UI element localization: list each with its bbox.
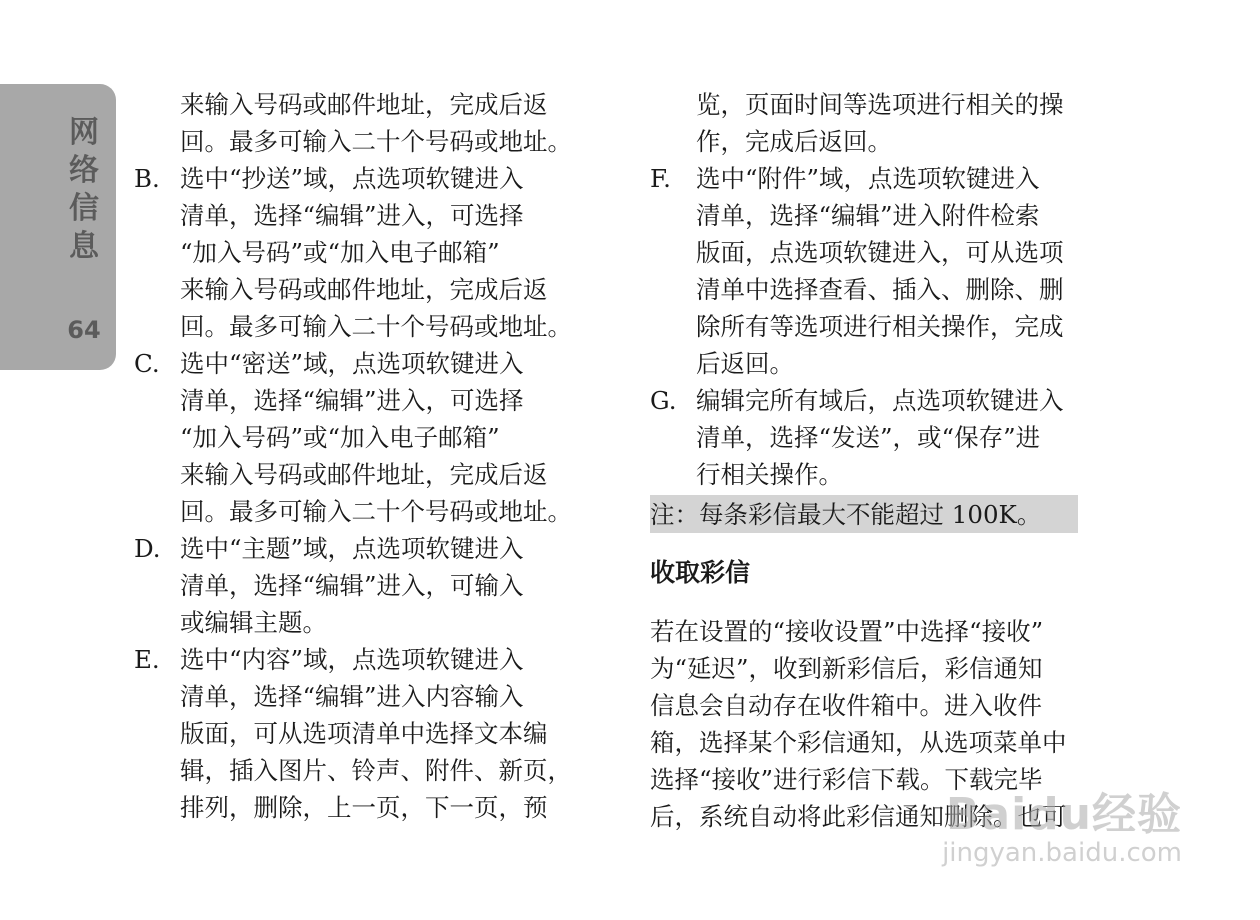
item-line: 版面，可从选项清单中选择文本编	[180, 719, 548, 748]
item-line: “加入号码”或“加入电子邮箱”	[180, 423, 500, 452]
list-item-c	[134, 345, 612, 530]
item-line: “加入号码”或“加入电子邮箱”	[180, 238, 500, 267]
item-line: 清单，选择“编辑”进入附件检索	[696, 201, 1040, 230]
section-title-char: 网	[69, 115, 99, 150]
section-title-char: 信	[69, 191, 99, 226]
item-line: 选中“附件”域，点选项软键进入	[696, 164, 1040, 193]
item-marker: G.	[650, 386, 677, 415]
item-line: 版面，点选项软键进入，可从选项	[696, 238, 1064, 267]
list-item-d	[134, 530, 612, 641]
paragraph-line: 为“延迟”，收到新彩信后，彩信通知	[650, 654, 1043, 683]
paragraph-line: 选择“接收”进行彩信下载。下载完毕	[650, 765, 1043, 794]
paragraph-line: 若在设置的“接收设置”中选择“接收”	[650, 617, 1044, 646]
item-line: 清单，选择“编辑”进入，可输入	[180, 571, 524, 600]
continuation-line: 览，页面时间等选项进行相关的操	[696, 90, 1064, 119]
list-item-g	[650, 382, 1128, 493]
item-line: 后返回。	[696, 349, 794, 378]
paragraph-line: 信息会自动存在收件箱中。进入收件	[650, 691, 1042, 720]
item-marker: E.	[134, 645, 160, 674]
item-line: 辑，插入图片、铃声、附件、新页，	[180, 756, 572, 785]
note-box: 注：每条彩信最大不能超过 100K。	[650, 495, 1078, 533]
watermark	[942, 778, 1182, 868]
item-line: 除所有等选项进行相关操作，完成	[696, 312, 1064, 341]
item-line: 回。最多可输入二十个号码或地址。	[180, 312, 572, 341]
item-line: 清单，选择“编辑”进入，可选择	[180, 386, 524, 415]
item-marker: B.	[134, 164, 160, 193]
paragraph-line: 后，系统自动将此彩信通知删除。也可	[650, 802, 1067, 831]
item-marker: F.	[650, 164, 671, 193]
item-line: 选中“抄送”域，点选项软键进入	[180, 164, 524, 193]
item-line: 清单中选择查看、插入、删除、删	[696, 275, 1064, 304]
item-line: 行相关操作。	[696, 460, 843, 489]
section-title-vertical	[62, 114, 106, 266]
item-line: 选中“密送”域，点选项软键进入	[180, 349, 524, 378]
section-heading: 收取彩信	[650, 558, 751, 587]
item-line: 选中“主题”域，点选项软键进入	[180, 534, 524, 563]
right-column	[650, 86, 1128, 835]
list-item-b	[134, 160, 612, 345]
page-number: 64	[67, 316, 101, 344]
section-title-char: 络	[69, 153, 99, 188]
continuation-line: 作，完成后返回。	[696, 127, 892, 156]
item-line: 编辑完所有域后，点选项软键进入	[696, 386, 1064, 415]
item-line: 排列，删除，上一页，下一页，预	[180, 793, 548, 822]
item-line: 清单，选择“编辑”进入，可选择	[180, 201, 524, 230]
paragraph-line: 箱，选择某个彩信通知，从选项菜单中	[650, 728, 1067, 757]
list-item-e	[134, 641, 612, 826]
left-column	[134, 86, 612, 826]
continuation-line: 来输入号码或邮件地址，完成后返	[180, 90, 548, 119]
item-line: 清单，选择“编辑”进入内容输入	[180, 682, 524, 711]
continuation-line: 回。最多可输入二十个号码或地址。	[180, 127, 572, 156]
item-line: 回。最多可输入二十个号码或地址。	[180, 497, 572, 526]
watermark-site: jingyan.baidu.com	[942, 838, 1182, 868]
item-line: 来输入号码或邮件地址，完成后返	[180, 460, 548, 489]
item-marker: D.	[134, 534, 161, 563]
section-title-char: 息	[69, 229, 99, 264]
item-line: 清单，选择“发送”，或“保存”进	[696, 423, 1041, 452]
list-item-f	[650, 160, 1128, 382]
item-marker: C.	[134, 349, 160, 378]
item-line: 或编辑主题。	[180, 608, 327, 637]
watermark-logo: Baidu经验	[945, 789, 1182, 840]
item-line: 选中“内容”域，点选项软键进入	[180, 645, 524, 674]
item-line: 来输入号码或邮件地址，完成后返	[180, 275, 548, 304]
